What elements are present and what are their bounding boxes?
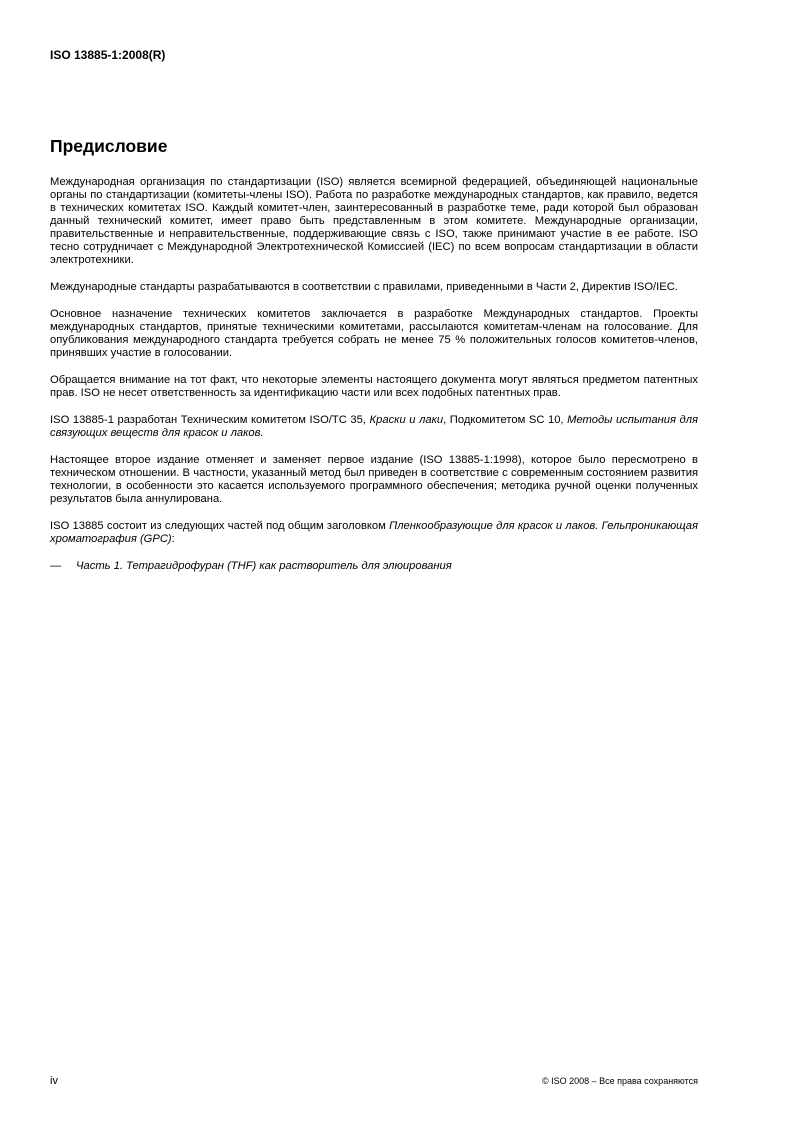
- paragraph-edition: Настоящее второе издание отменяет и заменяет первое издание (ISO 13885-1:1998), которое было пересмотрено в техническом отношении. В частности, указанный метод был приведен в соответствие с современным состоянием развития технологии, в особенности это касается используемого программного обеспечения; методика ручной оценки полученных результатов была аннулирована.: [50, 454, 698, 505]
- foreword-body: [50, 176, 698, 587]
- paragraph-directives: Международные стандарты разрабатываются в соответствии с правилами, приведенными в Части 2, Директив ISO/IEC.: [50, 281, 678, 293]
- paragraph-prepared-by: [50, 414, 698, 440]
- subcommittee-text: , Подкомитетом SC 10,: [443, 414, 568, 426]
- list-dash: —: [50, 560, 62, 572]
- paragraph-iso-intro: Международная организация по стандартизации (ISO) является всемирной федерацией, объединяющей национальные органы по стандартизации (комитеты-члены ISO). Работа по разработке международных стандартов, как правило, ведется в технических комитетах ISO. Каждый комитет-член, заинтересованный в разработке теме, ради которой был образован данный технический комитет, имеет право быть представленным в этом комитете. Международные организации, правительственные и неправительственные, поддерживающие связь с ISO, также принимают участие в ее работе. ISO тесно сотрудничает с Международной Электротехнической Комиссией (IEC) по всем вопросам стандартизации в области электротехники.: [50, 176, 698, 266]
- list-item: [50, 560, 698, 573]
- document-id: ISO 13885-1:2008(R): [50, 48, 166, 62]
- paragraph-patent-rights: Обращается внимание на тот факт, что некоторые элементы настоящего документа могут являться предметом патентных прав. ISO не несет ответственность за идентификацию части или всех подобных патентных прав.: [50, 374, 698, 399]
- subcommittee-title-italic: Методы испытания для связующих веществ для красок и лаков.: [50, 414, 698, 439]
- parts-intro-colon: :: [171, 533, 175, 545]
- committee-title-italic: Краски и лаки: [369, 414, 444, 426]
- page-title: Предисловие: [50, 136, 168, 156]
- prepared-by-text: ISO 13885-1 разработан Техническим комитетом ISO/TC 35,: [50, 414, 370, 426]
- part-1-title: Часть 1. Тетрагидрофуран (THF) как растворитель для элюирования: [76, 560, 452, 572]
- paragraph-parts-intro: [50, 520, 698, 546]
- general-title-italic: Пленкообразующие для красок и лаков. Гельпроникающая хроматография (GPC): [50, 520, 698, 545]
- copyright-notice: © ISO 2008 – Все права сохраняются: [541, 1076, 698, 1086]
- page-number: iv: [50, 1075, 58, 1087]
- parts-intro-text: ISO 13885 состоит из следующих частей под общим заголовком: [50, 520, 390, 532]
- paragraph-committee-task: Основное назначение технических комитетов заключается в разработке Международных стандартов. Проекты международных стандартов, принятые техническими комитетами, рассылаются комитетам-членам на голосование. Для опубликования международного стандарта требуется собрать не менее 75 % положительных голосов комитетов-членов, принявших участие в голосовании.: [50, 308, 698, 359]
